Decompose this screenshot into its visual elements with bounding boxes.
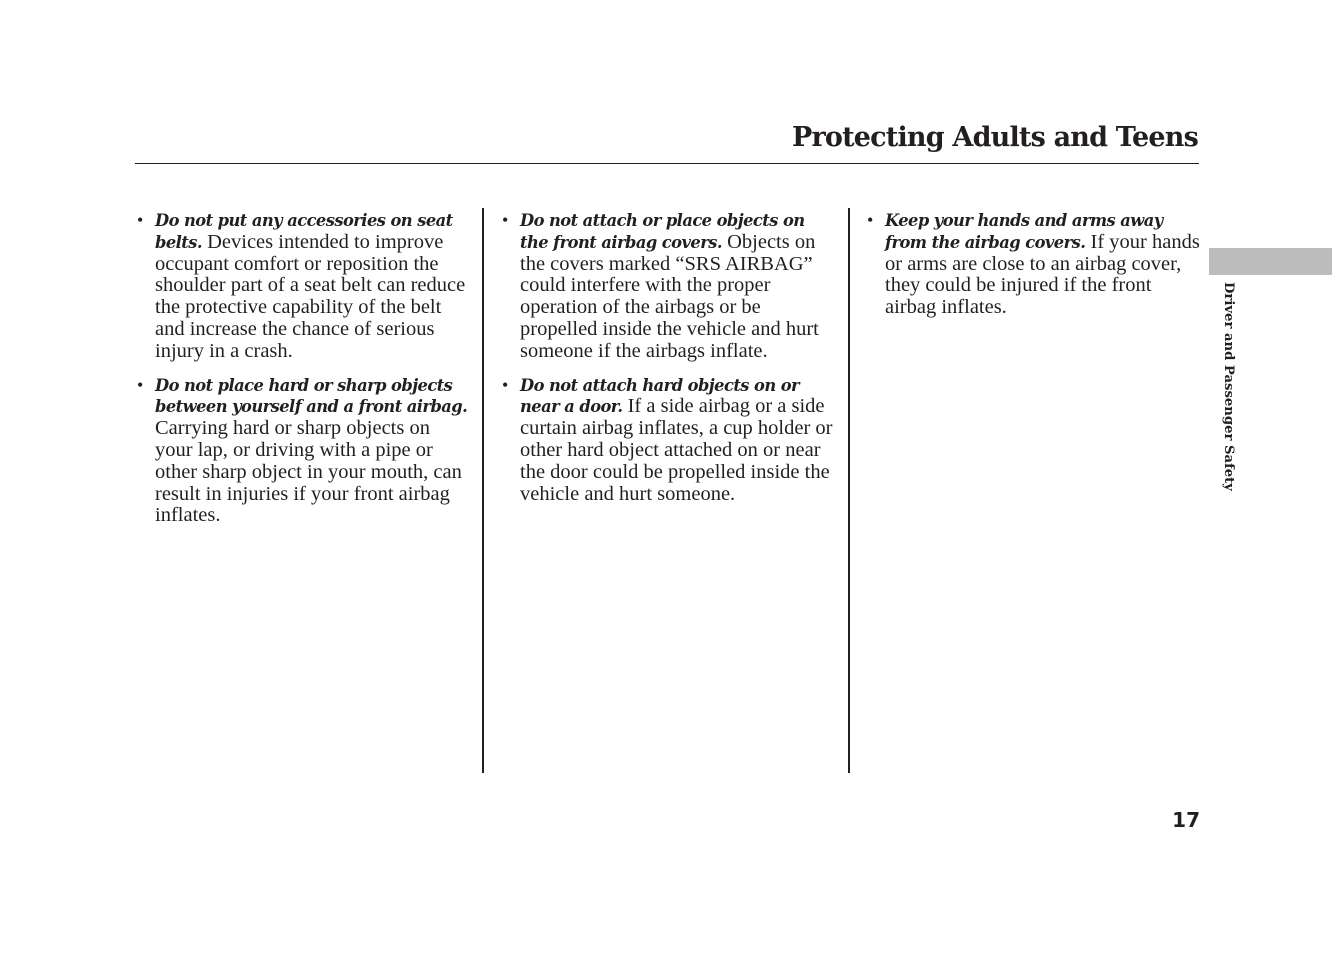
column-2 <box>500 210 836 517</box>
section-tab <box>1209 248 1332 275</box>
section-label: Driver and Passenger Safety <box>1221 282 1236 491</box>
bullet-lead: Do not put any accessories on seat belts. <box>155 211 453 252</box>
page-title: Protecting Adults and Teens <box>791 122 1198 153</box>
title-rule <box>135 163 1199 164</box>
bullet-lead: Do not place hard or sharp objects between yourself and a front airbag. <box>155 375 468 417</box>
bullet-dot: • <box>867 210 874 230</box>
page-number: 17 <box>1172 808 1200 832</box>
bullet-dot: • <box>137 210 144 230</box>
bullet-item <box>135 375 471 528</box>
bullet-dot: • <box>502 210 509 230</box>
bullet-item <box>500 375 836 506</box>
bullet-lead: Keep your hands and arms away from the airbag covers. <box>885 211 1163 252</box>
column-3 <box>865 210 1201 331</box>
column-divider <box>482 208 484 773</box>
bullet-lead: Do not attach or place objects on the front airbag covers. <box>520 211 805 252</box>
bullet-dot: • <box>502 374 509 395</box>
bullet-item <box>865 210 1201 319</box>
bullet-text: If a side airbag or a side curtain airbag inflates, a cup holder or other hard object attached on or near the door could be propelled inside the vehicle and hurt someone. <box>520 395 833 505</box>
bullet-dot: • <box>137 374 144 395</box>
bullet-text: Devices intended to improve occupant comfort or reposition the shoulder part of a seat belt can reduce the protective capability of the belt and increase the chance of serious injury in a crash. <box>155 230 466 362</box>
column-divider <box>848 208 850 773</box>
column-1 <box>135 210 471 539</box>
bullet-item <box>135 210 471 363</box>
bullet-text: If your hands or arms are close to an airbag cover, they could be injured if the front airbag inflates. <box>885 230 1200 319</box>
bullet-item <box>500 210 836 363</box>
bullet-lead: Do not attach hard objects on or near a door. <box>520 375 800 417</box>
bullet-text: Objects on the covers marked “SRS AIRBAG” could interfere with the proper operation of the airbags or be propelled inside the vehicle and hurt someone if the airbags inflate. <box>520 230 819 362</box>
bullet-text: Carrying hard or sharp objects on your lap, or driving with a pipe or other sharp object in your mouth, can result in injuries if your front airbag inflates. <box>155 417 462 527</box>
